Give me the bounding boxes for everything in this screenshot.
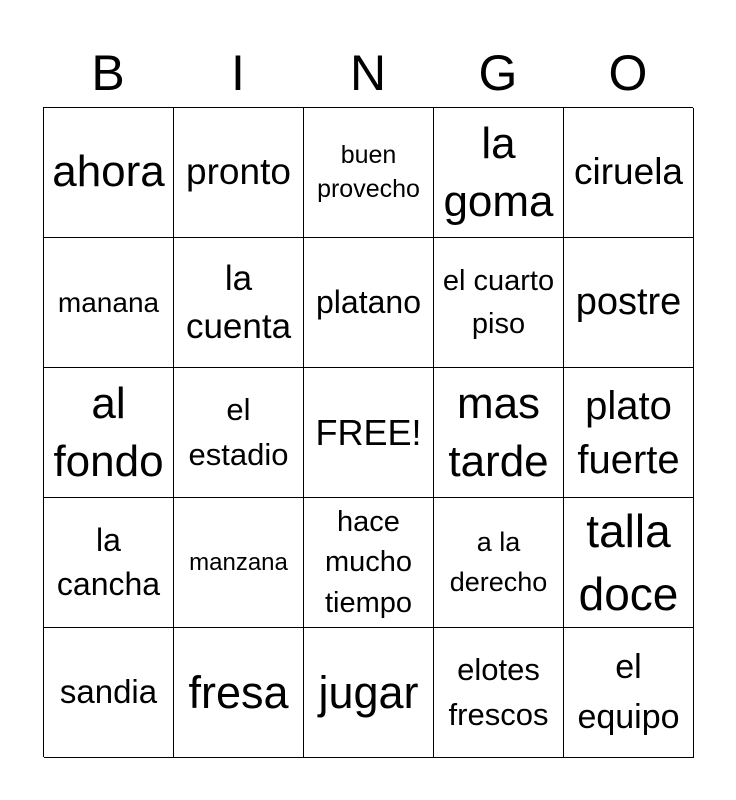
bingo-cell[interactable] xyxy=(44,368,174,498)
cell-text: a la derecho xyxy=(449,527,548,597)
bingo-cell[interactable] xyxy=(304,628,434,758)
cell-text: mas tarde xyxy=(448,379,549,486)
bingo-cell[interactable] xyxy=(304,238,434,368)
bingo-cell[interactable] xyxy=(174,498,304,628)
bingo-cell[interactable] xyxy=(564,368,694,498)
header-letter-n: N xyxy=(349,45,387,101)
bingo-cell[interactable] xyxy=(304,108,434,238)
cell-text: la goma xyxy=(443,119,554,226)
header-letter-b: B xyxy=(91,45,125,101)
bingo-cell[interactable] xyxy=(44,108,174,238)
bingo-cell[interactable] xyxy=(44,238,174,368)
bingo-cell[interactable] xyxy=(304,498,434,628)
cell-text: plato fuerte xyxy=(577,383,680,482)
cell-text: la cancha xyxy=(56,522,161,602)
bingo-cell[interactable] xyxy=(564,628,694,758)
bingo-cell[interactable] xyxy=(434,108,564,238)
cell-text: ahora xyxy=(52,147,165,197)
header-letter-i: I xyxy=(231,45,245,101)
cell-text: sandia xyxy=(59,673,158,711)
cell-text: elotes frescos xyxy=(448,651,549,732)
free-space-cell[interactable] xyxy=(304,368,434,498)
cell-text: el estadio xyxy=(188,391,289,472)
bingo-cell[interactable] xyxy=(434,628,564,758)
header-letter-o: O xyxy=(608,45,648,101)
cell-text: el cuarto piso xyxy=(442,265,555,340)
cell-text: hace mucho tiempo xyxy=(324,505,413,619)
bingo-cell[interactable] xyxy=(44,498,174,628)
cell-text: pronto xyxy=(186,151,291,193)
cell-text: jugar xyxy=(318,666,419,718)
bingo-cell[interactable] xyxy=(44,628,174,758)
bingo-cell[interactable] xyxy=(564,108,694,238)
bingo-cell[interactable] xyxy=(564,238,694,368)
cell-text: platano xyxy=(316,283,421,320)
cell-text: buen provecho xyxy=(317,140,420,203)
bingo-header xyxy=(43,40,693,106)
bingo-cell[interactable] xyxy=(434,238,564,368)
cell-text: talla doce xyxy=(578,505,679,620)
bingo-cell[interactable] xyxy=(564,498,694,628)
bingo-cell[interactable] xyxy=(174,108,304,238)
cell-text: el equipo xyxy=(577,648,680,736)
cell-text: manana xyxy=(57,286,160,318)
cell-text: manzana xyxy=(189,548,288,576)
bingo-cell[interactable] xyxy=(434,498,564,628)
free-space-label: FREE! xyxy=(315,411,422,453)
bingo-cell[interactable] xyxy=(174,368,304,498)
header-letter-g: G xyxy=(478,45,518,101)
cell-text: ciruela xyxy=(574,151,683,193)
bingo-cell[interactable] xyxy=(434,368,564,498)
cell-text: al fondo xyxy=(53,379,164,486)
bingo-board xyxy=(43,107,693,757)
cell-text: fresa xyxy=(188,666,289,718)
cell-text: postre xyxy=(575,280,682,323)
bingo-cell[interactable] xyxy=(174,628,304,758)
bingo-cell[interactable] xyxy=(174,238,304,368)
cell-text: la cuenta xyxy=(185,259,292,346)
